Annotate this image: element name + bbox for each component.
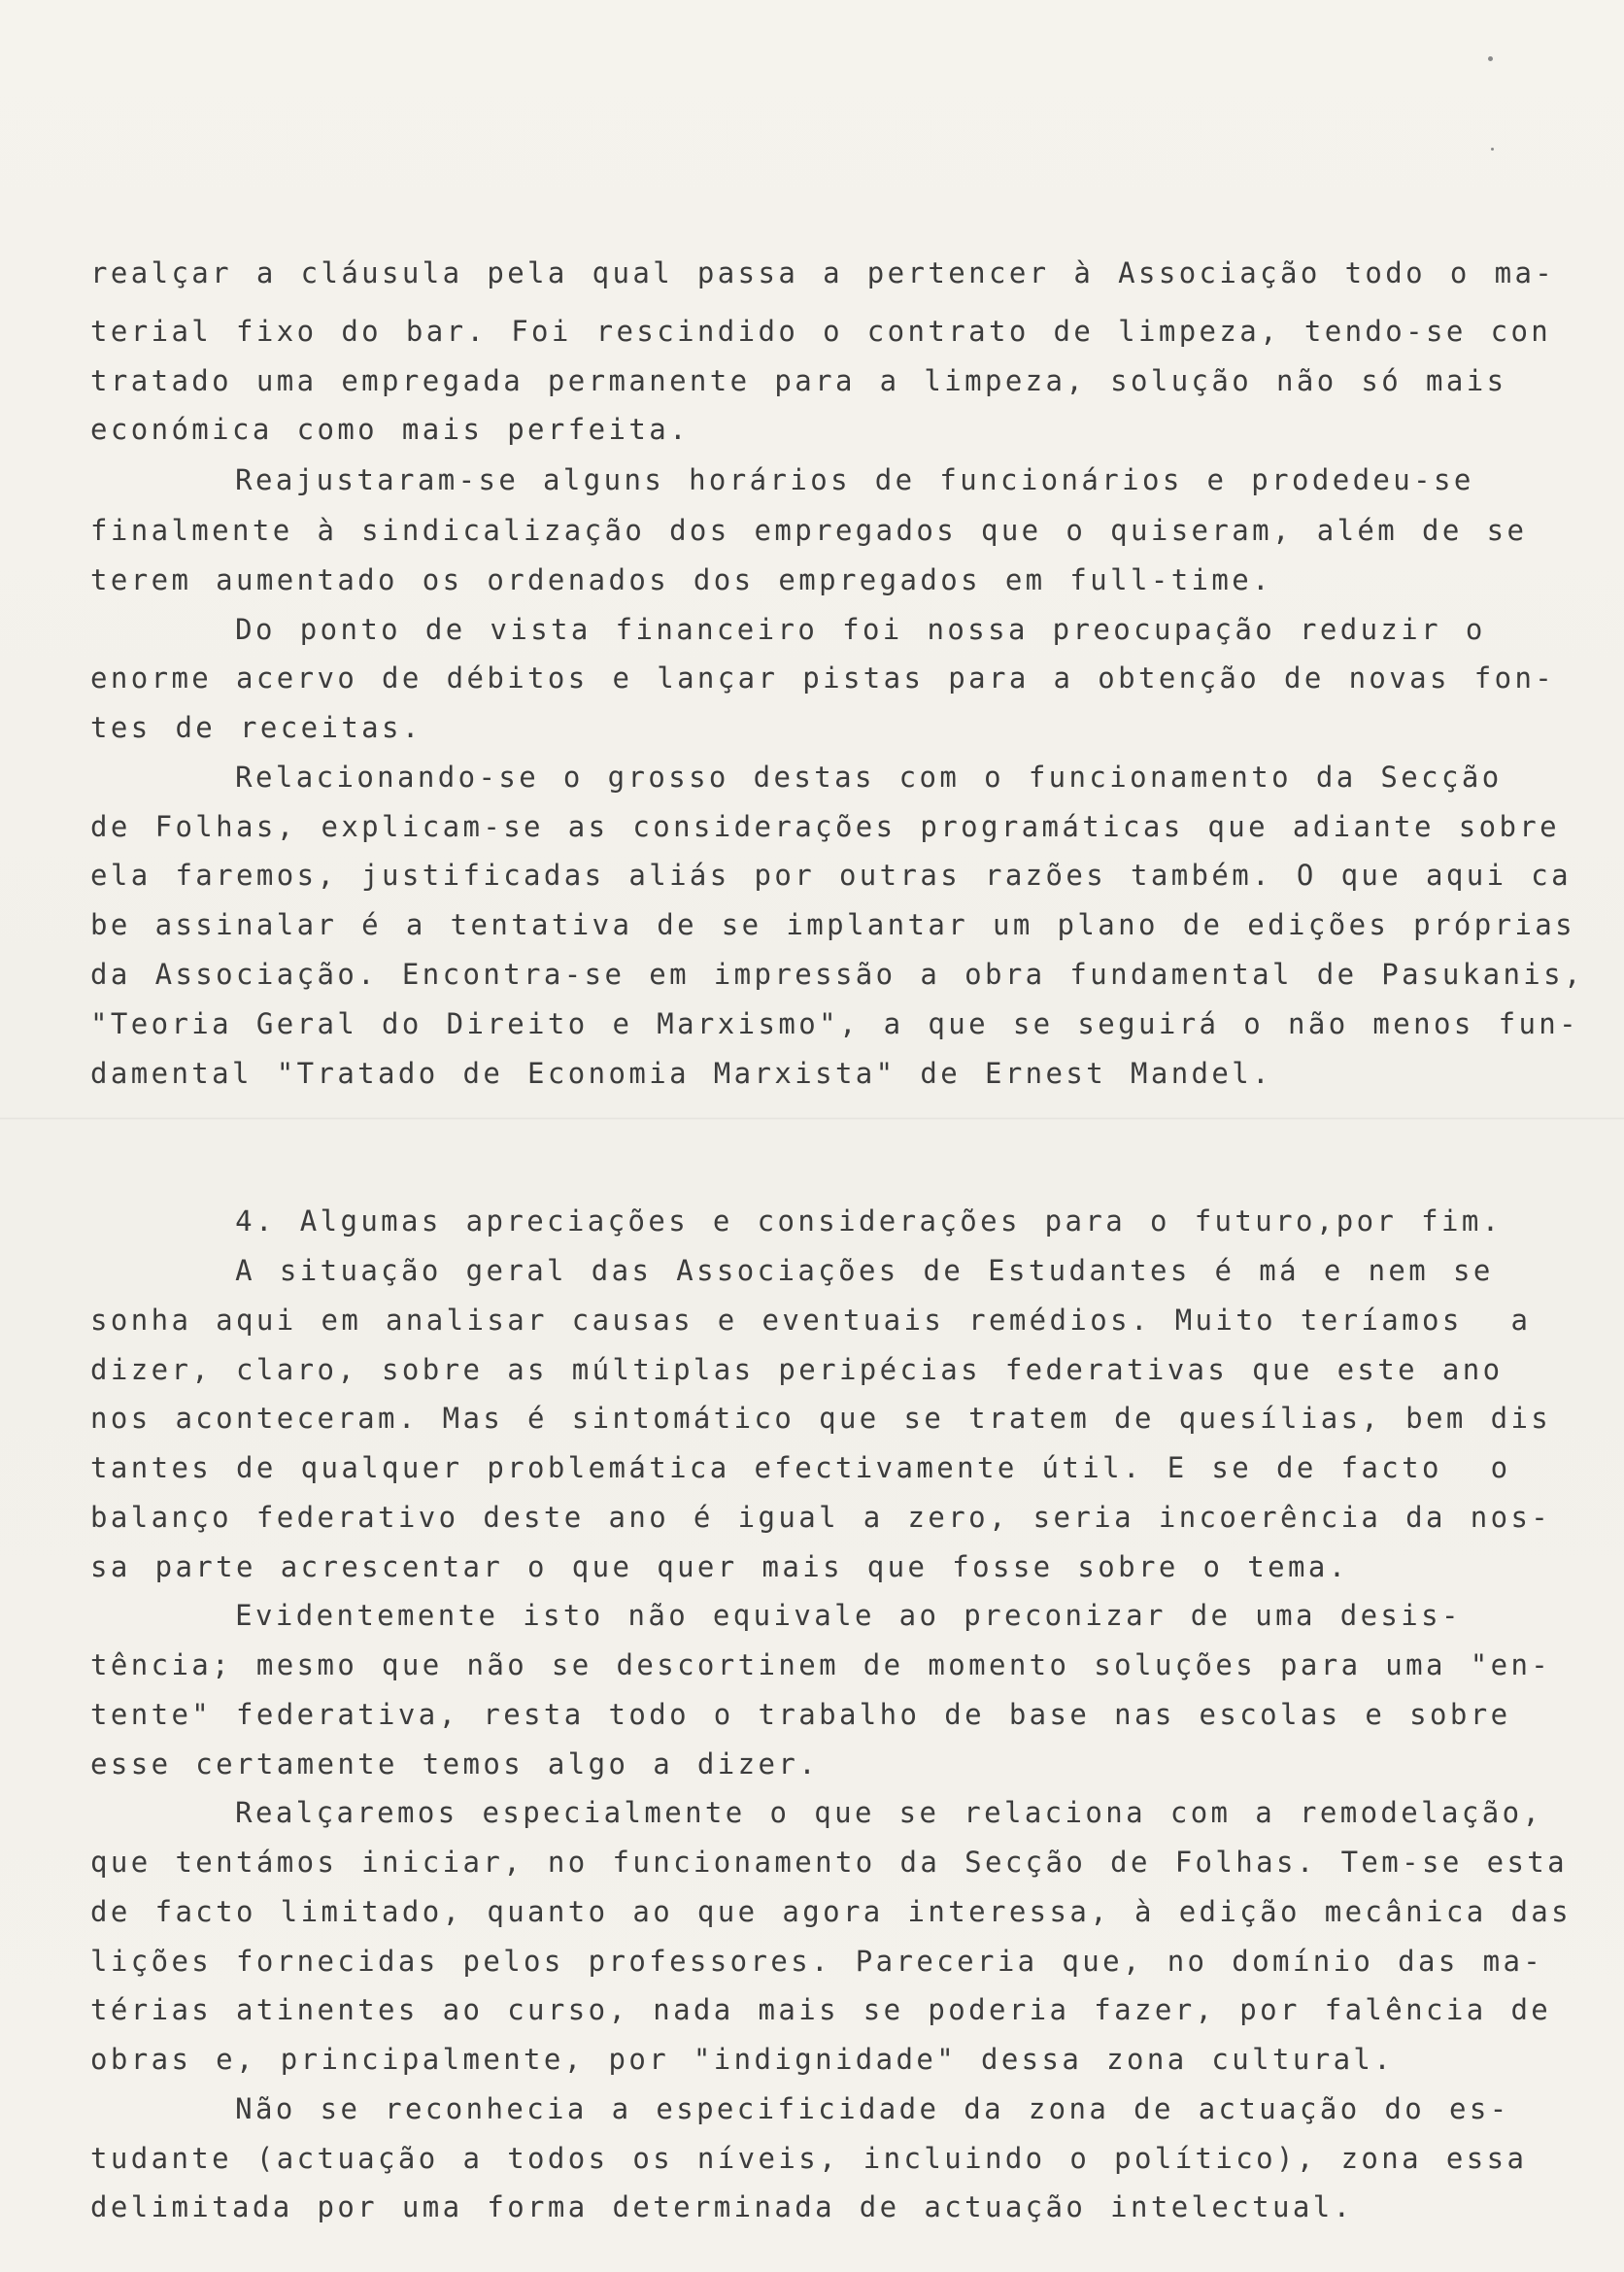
text-line: tantes de qualquer problemática efectivamente útil. E se de facto o bbox=[90, 1451, 1511, 1484]
text-line: tratado uma empregada permanente para a limpeza, solução não só mais bbox=[90, 364, 1507, 397]
text-line: de Folhas, explicam-se as considerações programáticas que adiante sobre bbox=[90, 810, 1561, 843]
text-line: tes de receitas. bbox=[90, 711, 423, 744]
text-line: nos aconteceram. Mas é sintomático que se tratem de quesílias, bem dis bbox=[90, 1402, 1552, 1435]
text-line: lições fornecidas pelos professores. Pareceria que, no domínio das ma- bbox=[90, 1945, 1544, 1978]
text-line: Realçaremos especialmente o que se relaciona com a remodelação, bbox=[90, 1796, 1543, 1829]
text-line: dizer, claro, sobre as múltiplas peripécias federativas que este ano bbox=[90, 1353, 1504, 1386]
text-line: económica como mais perfeita. bbox=[90, 413, 690, 446]
text-line: enorme acervo de débitos e lançar pistas para a obtenção de novas fon- bbox=[90, 661, 1556, 695]
text-line: Não se reconhecia a especificidade da zona de actuação do es- bbox=[90, 2092, 1510, 2125]
text-line: terial fixo do bar. Foi rescindido o contrato de limpeza, tendo-se con bbox=[90, 315, 1552, 348]
text-line: "Teoria Geral do Direito e Marxismo", a que se seguirá o não menos fun- bbox=[90, 1007, 1580, 1040]
text-line: obras e, principalmente, por "indignidade" dessa zona cultural. bbox=[90, 2043, 1395, 2076]
text-line: damental "Tratado de Economia Marxista" de Ernest Mandel. bbox=[90, 1057, 1272, 1090]
text-line: Evidentemente isto não equivale ao preconizar de uma desis- bbox=[90, 1599, 1462, 1632]
text-line: realçar a cláusula pela qual passa a pertencer à Associação todo o ma- bbox=[90, 256, 1556, 289]
text-line: Reajustaram-se alguns horários de funcionários e prodedeu-se bbox=[90, 463, 1474, 496]
text-line: da Associação. Encontra-se em impressão a obra fundamental de Pasukanis, bbox=[90, 958, 1584, 991]
text-line: A situação geral das Associações de Estudantes é má e nem se bbox=[90, 1254, 1494, 1287]
section-heading: 4. Algumas apreciações e considerações para o futuro,por fim. bbox=[90, 1204, 1503, 1238]
text-line: esse certamente temos algo a dizer. bbox=[90, 1747, 820, 1780]
text-line: sonha aqui em analisar causas e eventuais remédios. Muito teríamos a bbox=[90, 1304, 1532, 1337]
text-line: delimitada por uma forma determinada de actuação intelectual. bbox=[90, 2190, 1354, 2223]
text-line: tudante (actuação a todos os níveis, incluindo o político), zona essa bbox=[90, 2142, 1528, 2175]
text-line: tência; mesmo que não se descortinem de momento soluções para uma "en- bbox=[90, 1648, 1552, 1681]
text-line: balanço federativo deste ano é igual a zero, seria incoerência da nos- bbox=[90, 1501, 1552, 1534]
text-line: térias atinentes ao curso, nada mais se poderia fazer, por falência de bbox=[90, 1993, 1552, 2026]
text-line: Do ponto de vista financeiro foi nossa preocupação reduzir o bbox=[90, 613, 1486, 646]
text-line: terem aumentado os ordenados dos empregados em full-time. bbox=[90, 563, 1272, 596]
text-line: Relacionando-se o grosso destas com o funcionamento da Secção bbox=[90, 761, 1503, 794]
text-line: de facto limitado, quanto ao que agora interessa, à edição mecânica das bbox=[90, 1895, 1573, 1928]
text-line: ela faremos, justificadas aliás por outras razões também. O que aqui ca bbox=[90, 859, 1573, 892]
text-line: be assinalar é a tentativa de se implantar um plano de edições próprias bbox=[90, 908, 1576, 941]
text-line: sa parte acrescentar o que quer mais que fosse sobre o tema. bbox=[90, 1550, 1349, 1583]
text-line: tente" federativa, resta todo o trabalho de base nas escolas e sobre bbox=[90, 1698, 1511, 1731]
text-line: finalmente à sindicalização dos empregados que o quiseram, além de se bbox=[90, 514, 1528, 547]
text-line: que tentámos iniciar, no funcionamento da Secção de Folhas. Tem-se esta bbox=[90, 1846, 1569, 1879]
